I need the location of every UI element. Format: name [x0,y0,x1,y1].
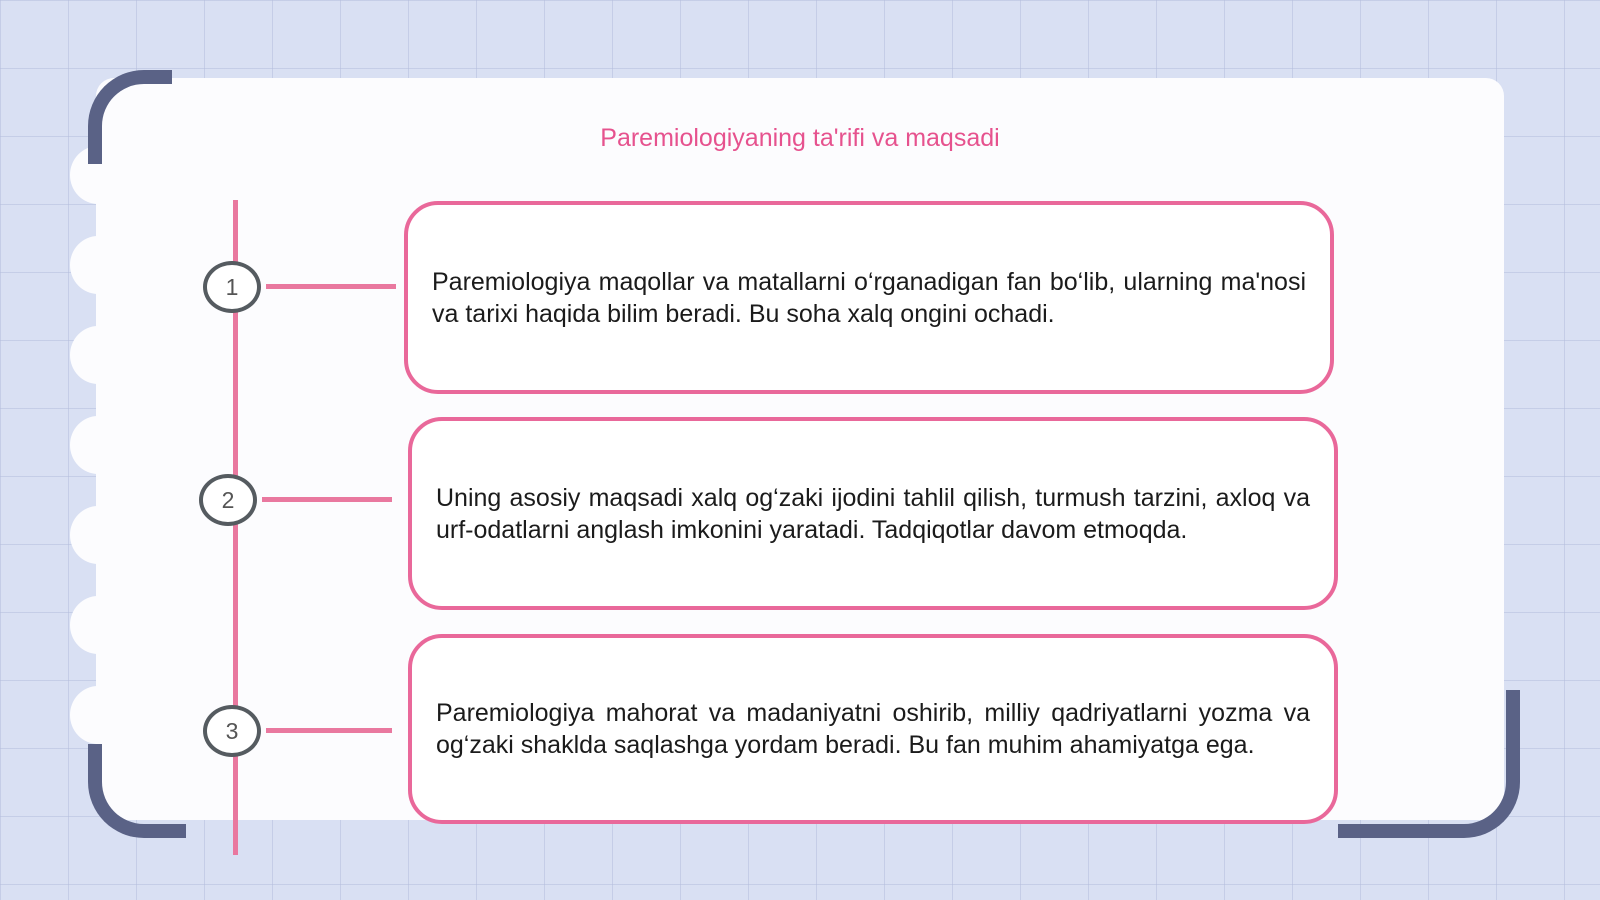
notebook-scallop [70,236,126,294]
step-number-1: 1 [203,261,261,313]
timeline-connector-1 [266,284,396,289]
notebook-scallop [70,506,126,564]
text-box-2 [408,417,1338,610]
step-number-3: 3 [203,705,261,757]
text-box-3 [408,634,1338,824]
timeline-connector-2 [262,497,392,502]
notebook-scallop [70,686,126,744]
corner-bracket-bottom-right [1338,690,1520,838]
notebook-scallop [70,326,126,384]
text-box-2-content: Uning asosiy maqsadi xalq og‘zaki ijodini tahlil qilish, turmush tarzini, axloq va urf-odatlarni anglash imkonini yaratadi. Tadqiqotlar davom etmoqda. [436,483,1310,544]
notebook-scallop [70,416,126,474]
timeline-connector-3 [266,728,392,733]
text-box-1-content: Paremiologiya maqollar va matallarni o‘rganadigan fan bo‘lib, ularning ma'nosi va tarixi haqida bilim beradi. Bu soha xalq ongini ochadi. [432,267,1306,328]
slide-title: Paremiologiyaning ta'rifi va maqsadi [600,124,1000,152]
corner-bracket-bottom-left [88,744,186,838]
text-box-1 [404,201,1334,394]
step-number-2: 2 [199,474,257,526]
notebook-scallop [70,596,126,654]
text-box-3-content: Paremiologiya mahorat va madaniyatni oshirib, milliy qadriyatlarni yozma va og‘zaki shaklda saqlashga yordam beradi. Bu fan muhim ahamiyatga ega. [436,699,1310,759]
